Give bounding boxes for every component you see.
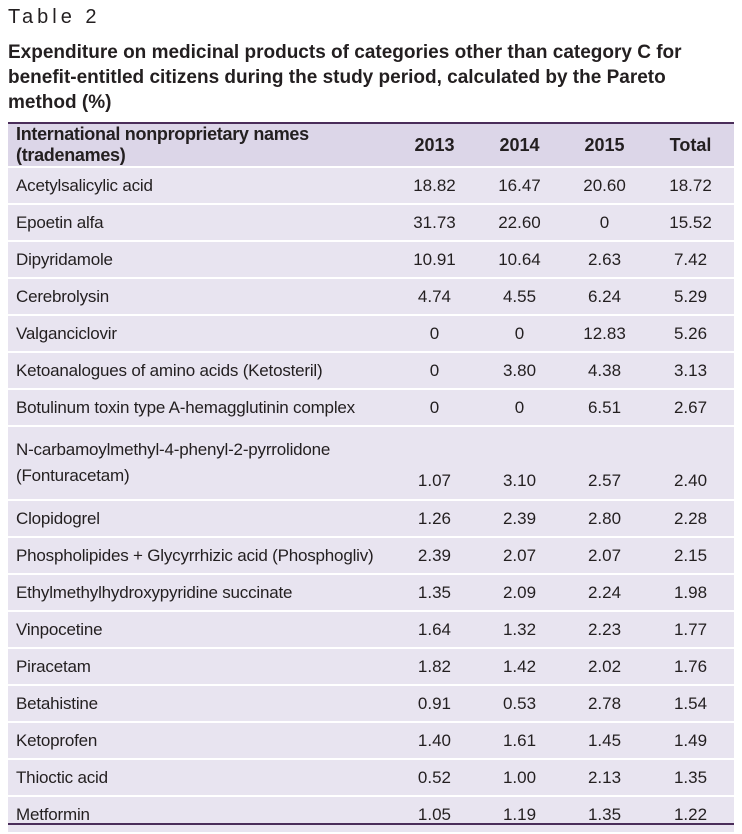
cell-name-line2: (Fonturacetam) (16, 466, 130, 485)
cell-2013: 31.73 (392, 204, 477, 241)
cell-total: 1.49 (647, 722, 734, 759)
header-total: Total (647, 124, 734, 167)
cell-total: 2.67 (647, 389, 734, 426)
cell-2014: 0.53 (477, 685, 562, 722)
cell-name: Dipyridamole (8, 241, 392, 278)
cell-2015: 6.51 (562, 389, 647, 426)
cell-2013: 1.05 (392, 796, 477, 833)
table-label: Table 2 (8, 6, 101, 28)
cell-2014: 1.19 (477, 796, 562, 833)
cell-2014: 2.39 (477, 500, 562, 537)
cell-2014: 0 (477, 315, 562, 352)
cell-total: 7.42 (647, 241, 734, 278)
cell-name: Phospholipides + Glycyrrhizic acid (Phosphogliv) (8, 537, 392, 574)
cell-name: Ethylmethylhydroxypyridine succinate (8, 574, 392, 611)
header-2013: 2013 (392, 124, 477, 167)
cell-name: Piracetam (8, 648, 392, 685)
cell-2014: 3.80 (477, 352, 562, 389)
cell-2014: 2.07 (477, 537, 562, 574)
cell-name: Epoetin alfa (8, 204, 392, 241)
cell-2014: 2.09 (477, 574, 562, 611)
table-row (8, 241, 734, 278)
table-bottom-rule (8, 823, 734, 825)
cell-name: Ketoanalogues of amino acids (Ketosteril) (8, 352, 392, 389)
cell-2013: 1.40 (392, 722, 477, 759)
cell-name: Betahistine (8, 685, 392, 722)
cell-name: Valganciclovir (8, 315, 392, 352)
table-row (8, 426, 734, 500)
cell-2014: 22.60 (477, 204, 562, 241)
cell-2013: 1.26 (392, 500, 477, 537)
cell-total: 1.22 (647, 796, 734, 833)
cell-2014: 3.10 (477, 426, 562, 500)
table-row (8, 722, 734, 759)
cell-name: Botulinum toxin type A-hemagglutinin complex (8, 389, 392, 426)
cell-2015: 2.57 (562, 426, 647, 500)
table-row (8, 648, 734, 685)
cell-2013: 2.39 (392, 537, 477, 574)
cell-2014: 0 (477, 389, 562, 426)
table-row (8, 796, 734, 833)
cell-2015: 2.07 (562, 537, 647, 574)
data-table (8, 124, 734, 834)
cell-total: 1.35 (647, 759, 734, 796)
cell-2013: 0 (392, 315, 477, 352)
cell-total: 2.40 (647, 426, 734, 500)
cell-total: 1.77 (647, 611, 734, 648)
cell-2013: 4.74 (392, 278, 477, 315)
cell-total: 5.29 (647, 278, 734, 315)
cell-2015: 12.83 (562, 315, 647, 352)
cell-2015: 0 (562, 204, 647, 241)
cell-2015: 6.24 (562, 278, 647, 315)
cell-total: 1.76 (647, 648, 734, 685)
cell-name: Vinpocetine (8, 611, 392, 648)
table-row (8, 167, 734, 204)
cell-total: 18.72 (647, 167, 734, 204)
cell-2013: 0 (392, 352, 477, 389)
cell-total: 1.98 (647, 574, 734, 611)
cell-2015: 2.13 (562, 759, 647, 796)
cell-name (8, 426, 392, 500)
table-row (8, 574, 734, 611)
cell-2013: 10.91 (392, 241, 477, 278)
cell-2013: 1.35 (392, 574, 477, 611)
cell-2014: 16.47 (477, 167, 562, 204)
cell-name-line1: N-carbamoylmethyl-4-phenyl-2-pyrrolidone (16, 440, 331, 459)
cell-2015: 4.38 (562, 352, 647, 389)
cell-2014: 10.64 (477, 241, 562, 278)
table-row (8, 204, 734, 241)
cell-2013: 0 (392, 389, 477, 426)
cell-2013: 1.07 (392, 426, 477, 500)
cell-total: 5.26 (647, 315, 734, 352)
table-header-row (8, 124, 734, 167)
cell-2015: 2.78 (562, 685, 647, 722)
cell-2013: 1.64 (392, 611, 477, 648)
table-row (8, 315, 734, 352)
table-row (8, 352, 734, 389)
cell-total: 15.52 (647, 204, 734, 241)
cell-name: Metformin (8, 796, 392, 833)
table-row (8, 278, 734, 315)
cell-2015: 1.45 (562, 722, 647, 759)
table-row (8, 537, 734, 574)
cell-2015: 1.35 (562, 796, 647, 833)
cell-2015: 2.24 (562, 574, 647, 611)
table-row (8, 500, 734, 537)
cell-total: 2.15 (647, 537, 734, 574)
cell-total: 2.28 (647, 500, 734, 537)
cell-2015: 2.02 (562, 648, 647, 685)
cell-2013: 1.82 (392, 648, 477, 685)
cell-2014: 4.55 (477, 278, 562, 315)
header-2015: 2015 (562, 124, 647, 167)
cell-2014: 1.00 (477, 759, 562, 796)
cell-name: Acetylsalicylic acid (8, 167, 392, 204)
cell-name: Cerebrolysin (8, 278, 392, 315)
cell-2015: 2.80 (562, 500, 647, 537)
cell-2014: 1.32 (477, 611, 562, 648)
cell-2013: 18.82 (392, 167, 477, 204)
cell-total: 3.13 (647, 352, 734, 389)
header-2014: 2014 (477, 124, 562, 167)
table-row (8, 389, 734, 426)
table-row (8, 685, 734, 722)
table-row (8, 759, 734, 796)
cell-2015: 2.63 (562, 241, 647, 278)
cell-2013: 0.52 (392, 759, 477, 796)
cell-2013: 0.91 (392, 685, 477, 722)
cell-total: 1.54 (647, 685, 734, 722)
table-title: Expenditure on medicinal products of categories other than category C for benefit-entitled citizens during the study period, calculated by the Pareto method (%) (8, 42, 682, 113)
cell-2014: 1.61 (477, 722, 562, 759)
cell-name: Clopidogrel (8, 500, 392, 537)
cell-2014: 1.42 (477, 648, 562, 685)
cell-2015: 20.60 (562, 167, 647, 204)
cell-name: Thioctic acid (8, 759, 392, 796)
header-name: International nonproprietary names (tradenames) (8, 124, 392, 167)
cell-name: Ketoprofen (8, 722, 392, 759)
table-row (8, 611, 734, 648)
cell-2015: 2.23 (562, 611, 647, 648)
